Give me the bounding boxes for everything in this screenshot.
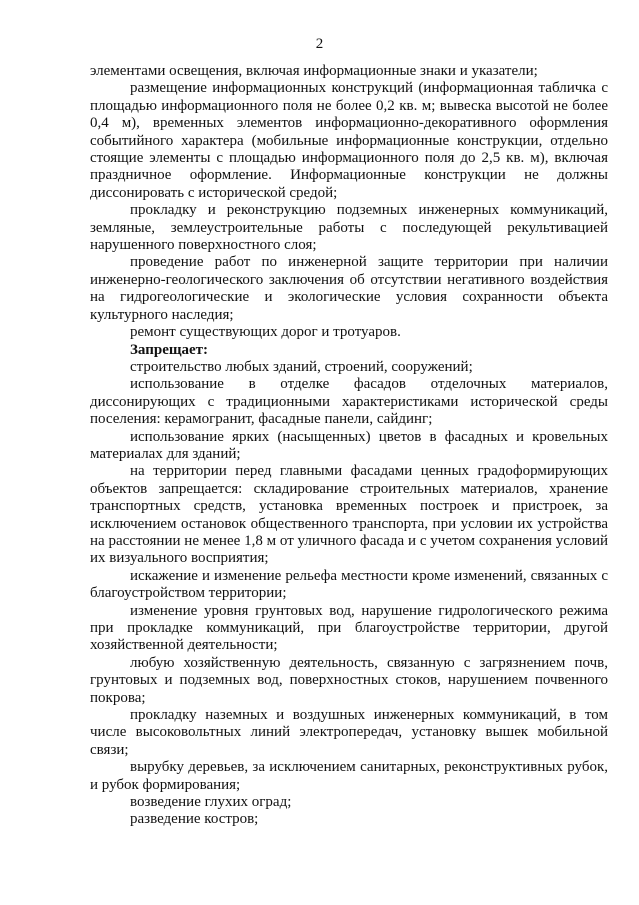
section-heading-prohibits: Запрещает:: [130, 341, 209, 358]
page-number: 2: [315, 36, 324, 52]
paragraph: разведение костров;: [130, 811, 259, 828]
paragraph: искажение и изменение рельефа местности кроме изменений, связанных с благоустройством территории;: [90, 567, 608, 602]
paragraph: проведение работ по инженерной защите территории при наличии инженерно-геологического заключения об отсутствии негативного воздействия на гидрогеологические и экологические условия сохранности объекта культурного наследия;: [90, 254, 608, 323]
paragraph: на территории перед главными фасадами ценных градоформирующих объектов запрещается: складирование строительных материалов, хранение транспортных средств, установка временных построек и пристроек, за исключением остановок общественного транспорта, при условии их устройства на расстоянии не менее 1,8 м от уличного фасада и с учетом сохранения условий их визуального восприятия;: [90, 463, 608, 567]
paragraph: элементами освещения, включая информационные знаки и указатели;: [90, 63, 538, 79]
paragraph: любую хозяйственную деятельность, связанную с загрязнением почв, грунтовых и подземных вод, поверхностных стоков, нарушением почвенного покрова;: [90, 654, 608, 706]
paragraph: прокладку наземных и воздушных инженерных коммуникаций, в том числе высоковольтных линий электропередач, установку вышек мобильной связи;: [90, 707, 608, 758]
paragraph: использование в отделке фасадов отделочных материалов, диссонирующих с традиционными характеристиками исторической среды поселения: керамогранит, фасадные панели, сайдинг;: [90, 376, 608, 428]
paragraph: использование ярких (насыщенных) цветов в фасадных и кровельных материалах для зданий;: [90, 428, 608, 462]
paragraph: изменение уровня грунтовых вод, нарушение гидрологического режима при прокладке коммуникаций, при благоустройстве территории, другой хозяйственной деятельности;: [90, 602, 608, 654]
paragraph: ремонт существующих дорог и тротуаров.: [130, 324, 401, 341]
paragraph: размещение информационных конструкций (информационная табличка с площадью информационного поля не более 0,2 кв. м; вывеска высотой не более 0,4 м), временных элементов информационно-декоративного оформления событийного характера (мобильные информационные конструкции, отдельно стоящие элементы с площадью информационного поля до 2,5 кв. м), включая праздничное оформление. Информационные конструкции не должны диссонировать с исторической средой;: [90, 80, 608, 201]
paragraph: вырубку деревьев, за исключением санитарных, реконструктивных рубок, и рубок формирования;: [90, 759, 608, 793]
paragraph: возведение глухих оград;: [130, 794, 292, 811]
paragraph: строительство любых зданий, строений, сооружений;: [130, 358, 473, 375]
paragraph: прокладку и реконструкцию подземных инженерных коммуникаций, земляные, землеустроительные работы с последующей рекультивацией нарушенного поверхностного слоя;: [90, 202, 608, 254]
document-body: [90, 63, 608, 829]
